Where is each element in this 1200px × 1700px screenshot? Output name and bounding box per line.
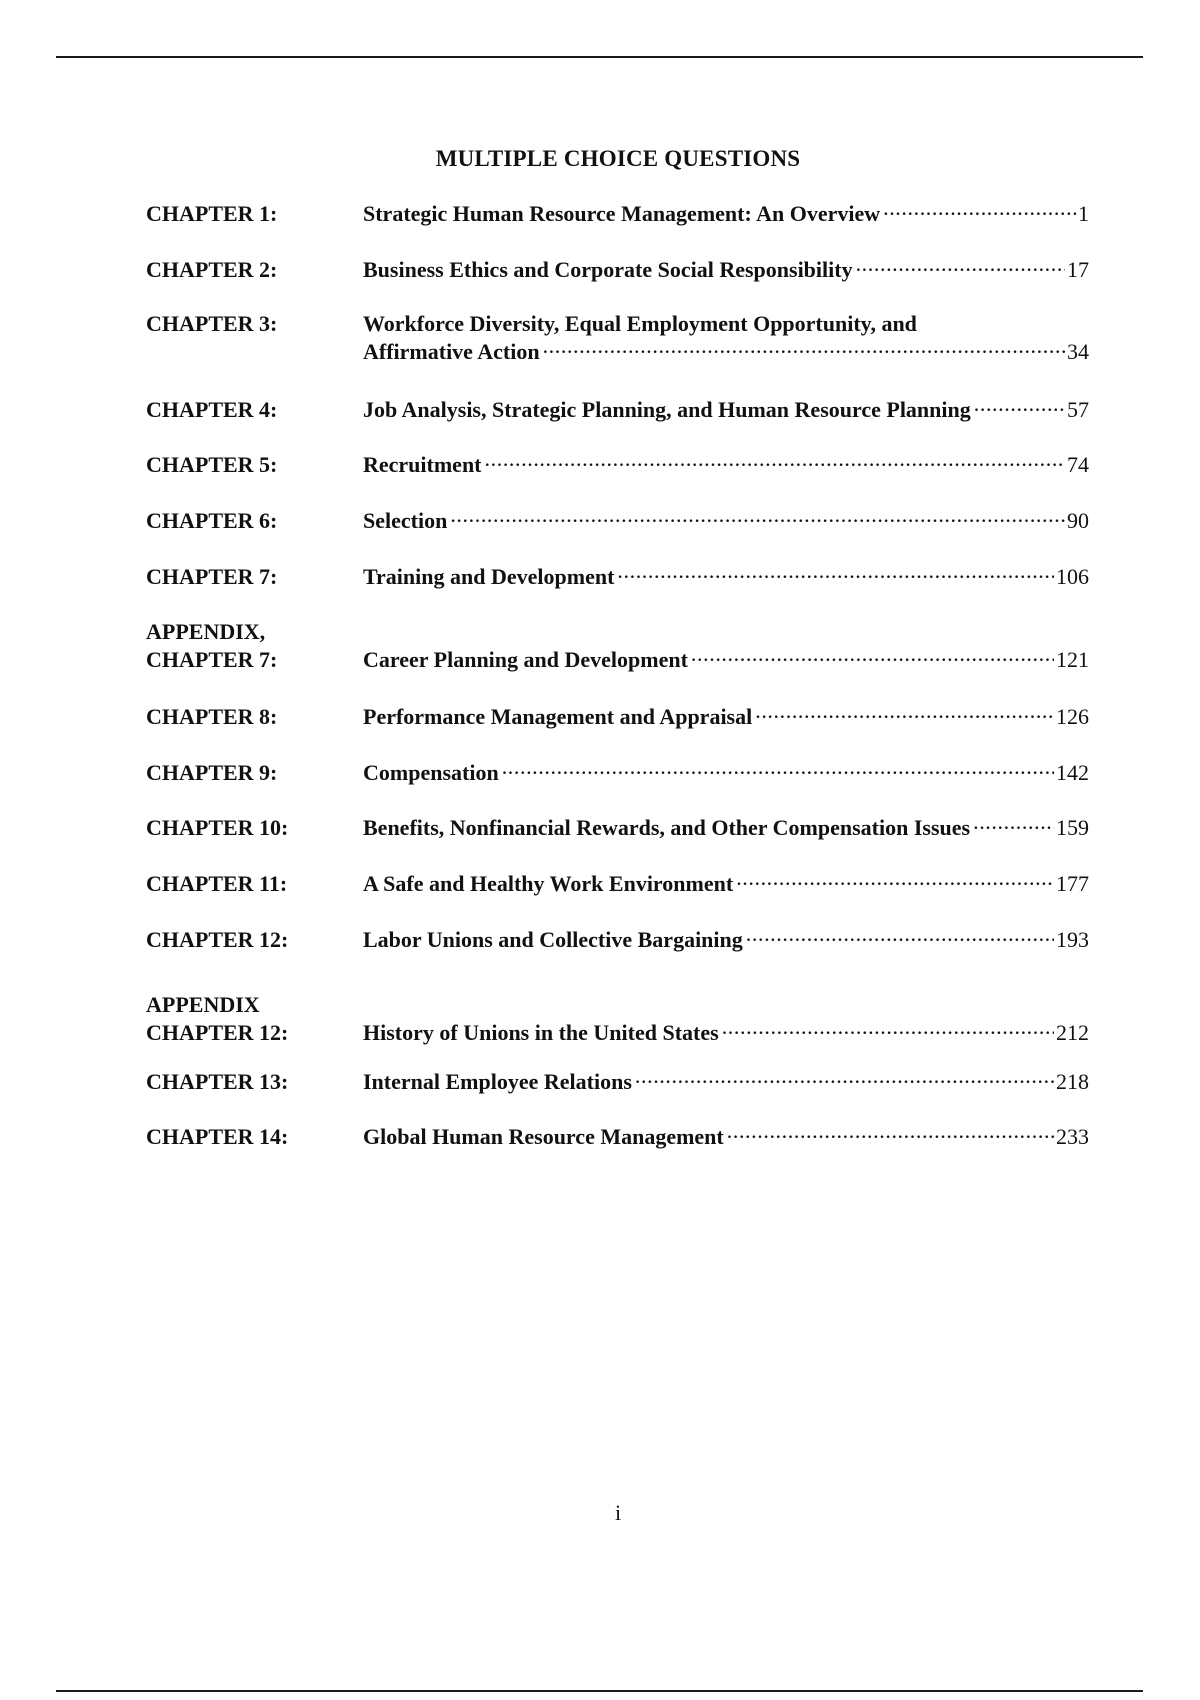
chapter-label-line: CHAPTER 3: xyxy=(146,311,278,336)
dot-leader xyxy=(974,397,1065,417)
chapter-label-line: CHAPTER 13: xyxy=(146,1069,289,1094)
chapter-title: Compensation xyxy=(363,760,499,785)
chapter-leader-line xyxy=(363,563,1089,591)
chapter-title: Business Ethics and Corporate Social Responsibility xyxy=(363,257,853,282)
chapter-page-number: 74 xyxy=(1067,452,1089,477)
chapter-label xyxy=(146,870,356,898)
chapter-label-line: CHAPTER 5: xyxy=(146,452,278,477)
chapter-leader-line xyxy=(363,759,1089,787)
page-number: i xyxy=(614,1500,622,1525)
chapter-label-line: CHAPTER 7: xyxy=(146,564,278,589)
chapter-title: Global Human Resource Management xyxy=(363,1124,724,1149)
chapter-page-number: 212 xyxy=(1056,1020,1089,1045)
chapter-title: History of Unions in the United States xyxy=(363,1020,719,1045)
chapter-content xyxy=(363,759,1089,787)
chapter-leader-line xyxy=(363,1068,1089,1096)
chapter-label xyxy=(146,200,356,228)
chapter-content xyxy=(363,200,1089,228)
chapter-label xyxy=(146,618,356,674)
chapter-page-number: 159 xyxy=(1056,815,1089,840)
chapter-content xyxy=(363,507,1089,535)
chapter-title: Labor Unions and Collective Bargaining xyxy=(363,927,743,952)
chapter-page-number: 121 xyxy=(1056,647,1089,672)
chapter-page-number: 126 xyxy=(1056,704,1089,729)
chapter-label xyxy=(146,563,356,591)
chapter-label xyxy=(146,310,356,338)
chapter-leader-line xyxy=(363,396,1089,424)
dot-leader xyxy=(502,760,1054,780)
chapter-leader-line xyxy=(363,703,1089,731)
chapter-page-number: 17 xyxy=(1067,257,1089,282)
chapter-label-line: CHAPTER 6: xyxy=(146,508,278,533)
chapter-content xyxy=(363,451,1089,479)
chapter-label-line: CHAPTER 1: xyxy=(146,201,278,226)
chapter-label-line: CHAPTER 10: xyxy=(146,815,289,840)
chapter-title: A Safe and Healthy Work Environment xyxy=(363,871,734,896)
chapter-content xyxy=(363,814,1089,842)
chapter-leader-line xyxy=(363,870,1089,898)
chapter-title: Recruitment xyxy=(363,452,482,477)
chapter-label-line: CHAPTER 12: xyxy=(146,1020,289,1045)
chapter-page-number: 57 xyxy=(1067,397,1089,422)
chapter-page-number: 90 xyxy=(1067,508,1089,533)
dot-leader xyxy=(727,1124,1054,1144)
dot-leader xyxy=(485,452,1065,472)
page-title: MULTIPLE CHOICE QUESTIONS xyxy=(435,146,801,171)
chapter-content xyxy=(363,396,1089,424)
chapter-content xyxy=(363,703,1089,731)
chapter-label-line: CHAPTER 2: xyxy=(146,257,278,282)
chapter-leader-line xyxy=(363,451,1089,479)
chapter-label xyxy=(146,759,356,787)
chapter-label-line: APPENDIX, xyxy=(146,619,266,644)
chapter-leader-line xyxy=(363,926,1089,954)
chapter-label-line: CHAPTER 4: xyxy=(146,397,278,422)
chapter-label-line: APPENDIX xyxy=(146,992,260,1017)
chapter-title: Job Analysis, Strategic Planning, and Human Resource Planning xyxy=(363,397,971,422)
chapter-label-line: CHAPTER 14: xyxy=(146,1124,289,1149)
dot-leader xyxy=(736,871,1054,891)
chapter-title: Internal Employee Relations xyxy=(363,1069,632,1094)
dot-leader xyxy=(691,647,1054,667)
chapter-leader-line xyxy=(363,200,1089,228)
chapter-leader-line xyxy=(363,338,1089,366)
chapter-content xyxy=(363,870,1089,898)
chapter-label-line: CHAPTER 7: xyxy=(146,647,278,672)
chapter-label xyxy=(146,507,356,535)
chapter-label xyxy=(146,991,356,1047)
chapter-title: Selection xyxy=(363,508,448,533)
bottom-rule xyxy=(56,1690,1143,1692)
chapter-label xyxy=(146,926,356,954)
chapter-page-number: 177 xyxy=(1056,871,1089,896)
chapter-page-number: 193 xyxy=(1056,927,1089,952)
chapter-title: Strategic Human Resource Management: An Overview xyxy=(363,201,881,226)
chapter-content xyxy=(363,563,1089,591)
chapter-label-line: CHAPTER 12: xyxy=(146,927,289,952)
chapter-label xyxy=(146,396,356,424)
chapter-label-line: CHAPTER 8: xyxy=(146,704,278,729)
chapter-label xyxy=(146,814,356,842)
chapter-leader-line xyxy=(363,507,1089,535)
chapter-content xyxy=(363,926,1089,954)
chapter-leader-line xyxy=(363,256,1089,284)
chapter-content xyxy=(363,256,1089,284)
chapter-content xyxy=(363,1068,1089,1096)
dot-leader xyxy=(755,704,1054,724)
chapter-page-number: 34 xyxy=(1067,339,1089,364)
chapter-page-number: 142 xyxy=(1056,760,1089,785)
chapter-content xyxy=(363,1019,1089,1047)
dot-leader xyxy=(746,927,1054,947)
chapter-leader-line xyxy=(363,1019,1089,1047)
chapter-label xyxy=(146,256,356,284)
chapter-content xyxy=(363,310,1089,366)
chapter-label-line: CHAPTER 9: xyxy=(146,760,278,785)
dot-leader xyxy=(635,1069,1054,1089)
chapter-title: Performance Management and Appraisal xyxy=(363,704,753,729)
dot-leader xyxy=(543,339,1065,359)
chapter-leader-line xyxy=(363,1123,1089,1151)
top-rule xyxy=(56,56,1143,58)
chapter-title: Affirmative Action xyxy=(363,339,540,364)
chapter-page-number: 1 xyxy=(1078,201,1089,226)
dot-leader xyxy=(617,564,1054,584)
chapter-content xyxy=(363,646,1089,674)
chapter-content xyxy=(363,1123,1089,1151)
chapter-label xyxy=(146,451,356,479)
dot-leader xyxy=(450,508,1065,528)
chapter-leader-line xyxy=(363,646,1089,674)
dot-leader xyxy=(856,257,1065,277)
dot-leader xyxy=(973,815,1054,835)
dot-leader xyxy=(883,201,1076,221)
chapter-page-number: 233 xyxy=(1056,1124,1089,1149)
chapter-title: Training and Development xyxy=(363,564,615,589)
dot-leader xyxy=(722,1020,1054,1040)
chapter-label xyxy=(146,1123,356,1151)
chapter-label xyxy=(146,1068,356,1096)
chapter-title: Career Planning and Development xyxy=(363,647,688,672)
chapter-page-number: 106 xyxy=(1056,564,1089,589)
chapter-leader-line xyxy=(363,814,1089,842)
chapter-label xyxy=(146,703,356,731)
chapter-page-number: 218 xyxy=(1056,1069,1089,1094)
chapter-title: Benefits, Nonfinancial Rewards, and Other Compensation Issues xyxy=(363,815,971,840)
chapter-label-line: CHAPTER 11: xyxy=(146,871,288,896)
chapter-title-line: Workforce Diversity, Equal Employment Opportunity, and xyxy=(363,311,917,336)
